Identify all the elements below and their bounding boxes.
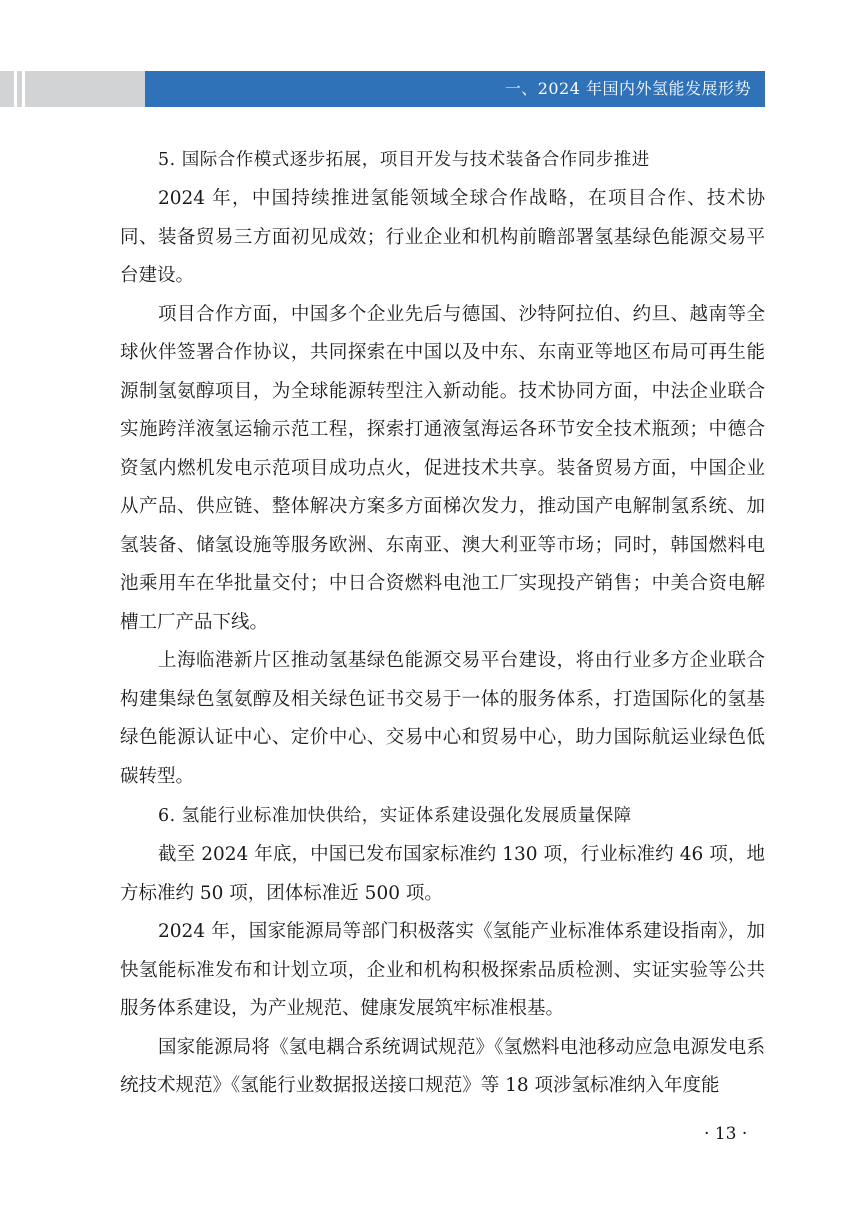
paragraph: 上海临港新片区推动氢基绿色能源交易平台建设，将由行业多方企业联合构建集绿色氢氨醇及相关绿色证书交易于一体的服务体系，打造国际化的氢基绿色能源认证中心、定价中心、交易中心和贸易中心，助力国际航运业绿色低碳转型。 [120,650,765,787]
paragraph: 2024 年，国家能源局等部门积极落实《氢能产业标准体系建设指南》，加快氢能标准发布和计划立项，企业和机构积极探索品质检测、实证实验等公共服务体系建设，为产业规范、健康发展筑牢标准根基。 [120,921,765,1019]
page-number: · 13 · [704,1124,748,1144]
paragraph: 截至 2024 年底，中国已发布国家标准约 130 项，行业标准约 46 项，地方标准约 50 项，团体标准近 500 项。 [120,844,765,904]
header-blue-band [145,71,765,107]
header-divider-line [14,71,17,107]
paragraph: 2024 年，中国持续推进氢能领域全球合作战略，在项目合作、技术协同、装备贸易三方面初见成效；行业企业和机构前瞻部署氢基绿色能源交易平台建设。 [120,188,765,286]
section-5-heading: 5. 国际合作模式逐步拓展，项目开发与技术装备合作同步推进 [158,150,650,170]
page-body [120,140,765,1106]
section-6-heading: 6. 氢能行业标准加快供给，实证体系建设强化发展质量保障 [158,806,632,826]
paragraph: 项目合作方面，中国多个企业先后与德国、沙特阿拉伯、约旦、越南等全球伙伴签署合作协议，共同探索在中国以及中东、东南亚等地区布局可再生能源制氢氨醇项目，为全球能源转型注入新动能。技术协同方面，中法企业联合实施跨洋液氢运输示范工程，探索打通液氢海运各环节安全技术瓶颈；中德合资氢内燃机发电示范项目成功点火，促进技术共享。装备贸易方面，中国企业从产品、供应链、整体解决方案多方面梯次发力，推动国产电解制氢系统、加氢装备、储氢设施等服务欧洲、东南亚、澳大利亚等市场；同时，韩国燃料电池乘用车在华批量交付；中日合资燃料电池工厂实现投产销售；中美合资电解槽工厂产品下线。 [120,303,765,633]
paragraph: 国家能源局将《氢电耦合系统调试规范》《氢燃料电池移动应急电源发电系统技术规范》《氢能行业数据报送接口规范》等 18 项涉氢标准纳入年度能 [120,1036,765,1096]
header-divider-line [22,71,25,107]
running-header-title: 一、2024 年国内外氢能发展形势 [504,79,751,98]
